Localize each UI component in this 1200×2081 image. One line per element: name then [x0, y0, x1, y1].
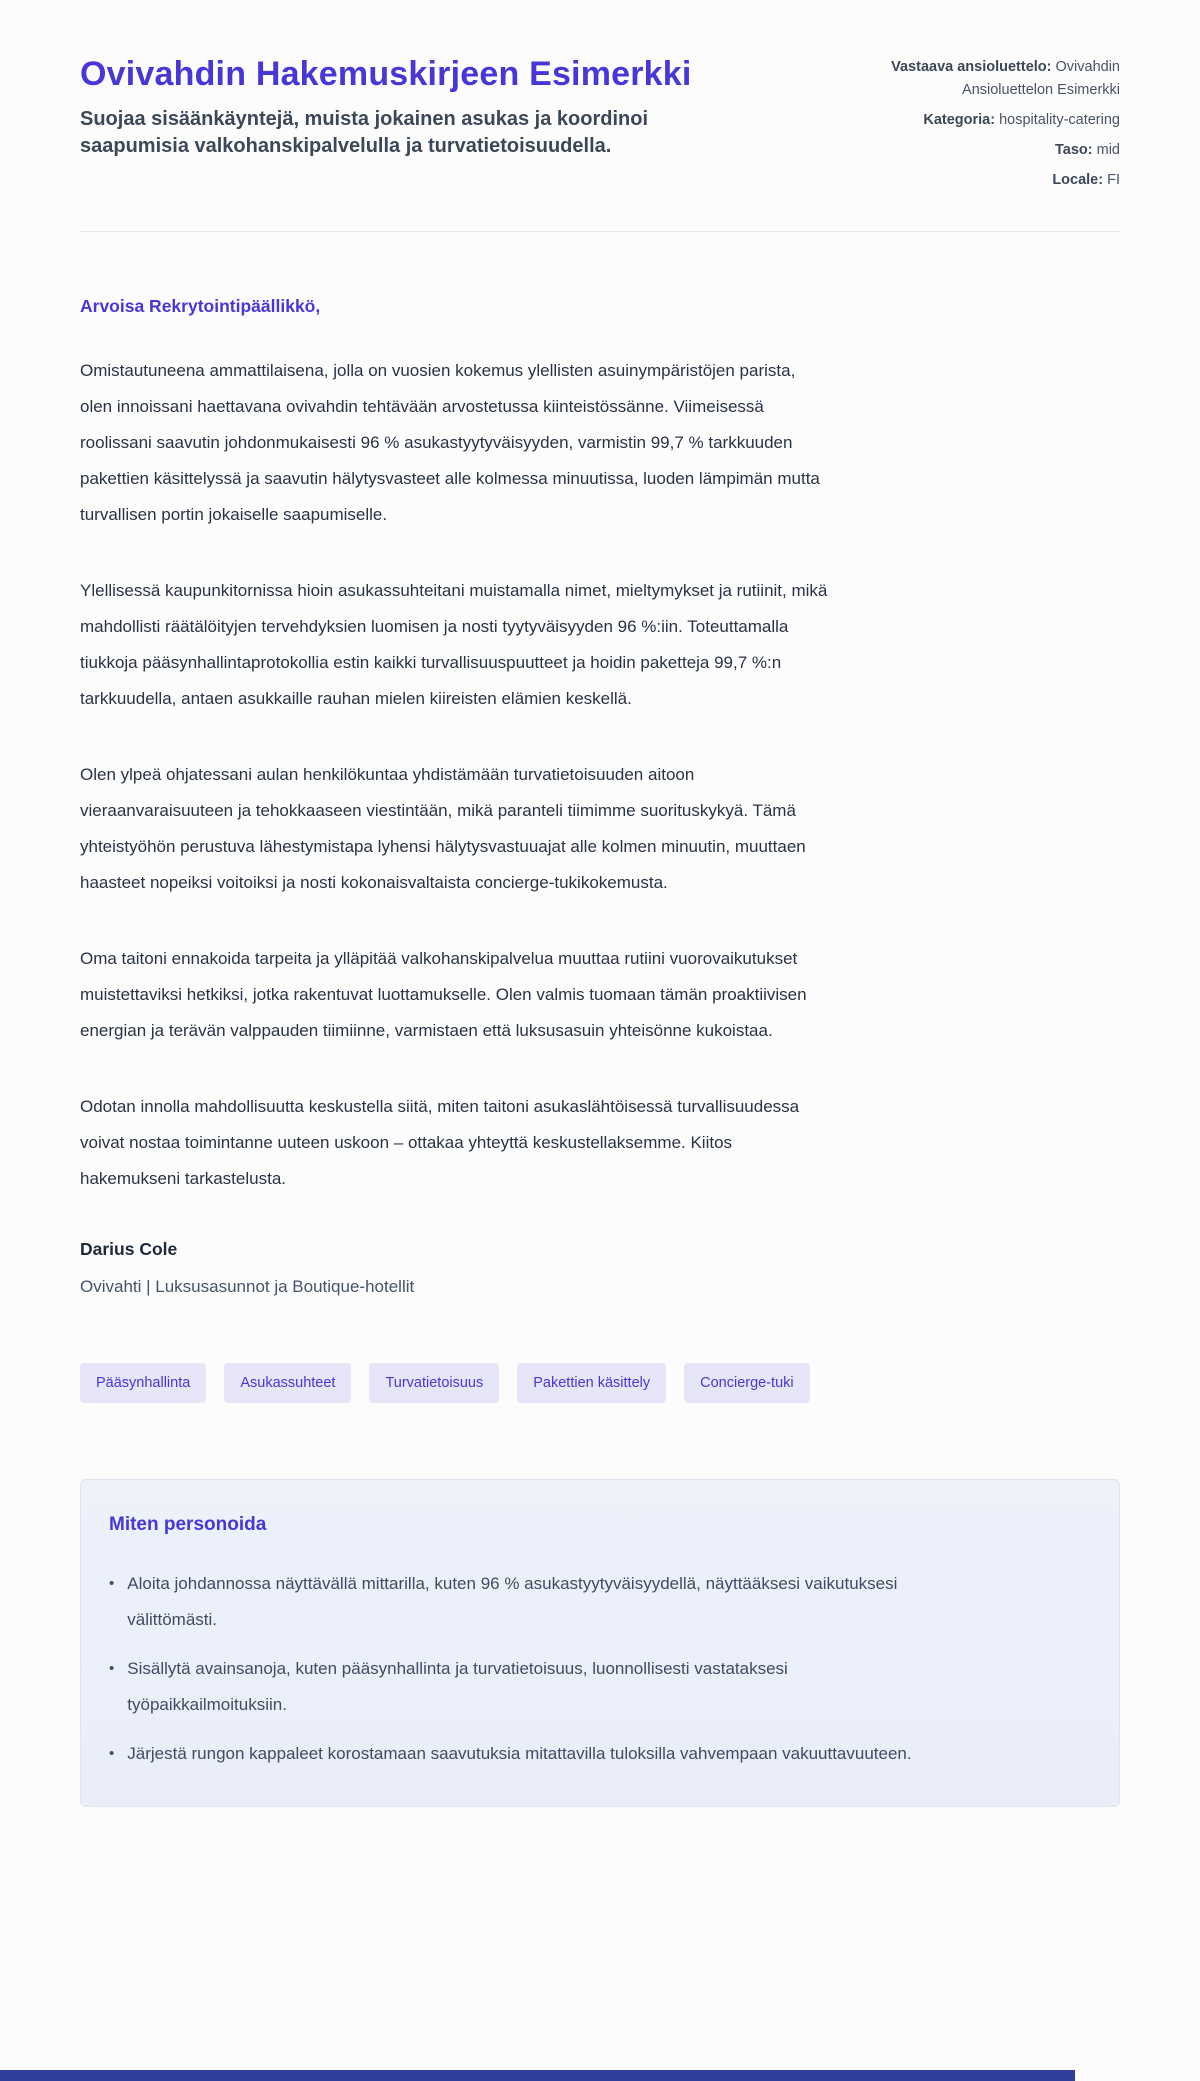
letter-paragraph: Ylellisessä kaupunkitornissa hioin asukassuhteitani muistamalla nimet, mieltymykset ja rutiinit, mikä mahdollisti räätälöityjen tervehdyksien luomisen ja nosti tyytyväisyyden 96 %:iin. Toteuttamalla tiukkoja pääsynhallintaprotokollia estin kaikki turvallisuuspuutteet ja hoidin paketteja 99,7 %:n tarkkuudella, antaen asukkaille rauhan mielen kiireisten elämien keskellä.: [80, 580, 828, 708]
meta-label: Locale:: [1052, 171, 1104, 188]
meta-label: Taso:: [1054, 141, 1093, 158]
tips-item-text: Aloita johdannossa näyttävällä mittarilla, kuten 96 % asukastyytyväisyydellä, näyttääksesi vaikutuksesi välittömästi.: [127, 1574, 898, 1630]
tips-item: [109, 1566, 929, 1638]
meta-panel: [875, 53, 1120, 199]
signature-block: [80, 1239, 1120, 1297]
meta-item-category: [875, 109, 1120, 132]
meta-value: FI: [1107, 171, 1120, 188]
tips-list: [109, 1566, 1091, 1772]
meta-label: Vastaava ansioluettelo:: [891, 59, 1052, 75]
meta-value: mid: [1096, 141, 1120, 158]
meta-item-locale: [875, 169, 1120, 192]
letter-paragraph: Omistautuneena ammattilaisena, jolla on vuosien kokemus ylellisten asuinympäristöjen parista, olen innoissani haettavana ovivahdin tehtävään arvostetussa kiinteistössänne. Viimeisessä roolissani saavutin johdonmukaisesti 96 % asukastyytyväisyyden, varmistin 99,7 % tarkkuuden pakettien käsittelyssä ja saavutin hälytysvasteet alle kolmessa minuutissa, luoden lämpimän mutta turvallisen portin jokaiselle saapumiselle.: [80, 360, 820, 524]
meta-label: Kategoria:: [923, 111, 996, 128]
letter-paragraph: Odotan innolla mahdollisuutta keskustella siitä, miten taitoni asukaslähtöisessä turvallisuudessa voivat nostaa toimintanne uuteen uskoon – ottakaa yhteyttä keskustellaksemme. Kiitos hakemukseni tarkastelusta.: [80, 1096, 800, 1188]
signature-role: Ovivahti | Luksusasunnot ja Boutique-hotellit: [80, 1276, 415, 1296]
meta-item-level: [875, 139, 1120, 162]
tips-box: [80, 1479, 1120, 1807]
letter-paragraph: Olen ylpeä ohjatessani aulan henkilökuntaa yhdistämään turvatietoisuuden aitoon vieraanvaraisuuteen ja tehokkaaseen viestintään, mikä paranteli tiimimme suorituskykyä. Tämä yhteistyöhön perustuva lähestymistapa lyhensi hälytysvastuuajat alle kolmen minuutin, muuttaen haasteet nopeiksi voitoiksi ja nosti kokonaisvaltaista concierge-tukikokemusta.: [80, 764, 806, 892]
page: [80, 0, 1120, 1807]
signature-name: Darius Cole: [80, 1238, 178, 1259]
tips-item-text: Sisällytä avainsanoja, kuten pääsynhallinta ja turvatietoisuus, luonnollisesti vastataksesi työpaikkailmoituksiin.: [127, 1659, 788, 1715]
header-text-block: [80, 53, 692, 199]
tips-item: [109, 1651, 929, 1723]
bullet-icon: •: [109, 1660, 115, 1678]
header: [80, 53, 1120, 199]
cover-letter-body: [80, 296, 1120, 1297]
tag-chip-paasynhallinta[interactable]: Pääsynhallinta: [80, 1363, 206, 1404]
tag-list: [80, 1363, 1120, 1404]
meta-item-matching-resume: [875, 56, 1120, 102]
tag-chip-turvatietoisuus[interactable]: Turvatietoisuus: [369, 1363, 499, 1404]
header-divider: [80, 231, 1120, 232]
meta-value: hospitality-catering: [999, 111, 1120, 128]
letter-greeting: Arvoisa Rekrytointipäällikkö,: [80, 295, 321, 316]
tag-chip-pakettien-kasittely[interactable]: Pakettien käsittely: [517, 1363, 666, 1404]
page-subtitle: Suojaa sisäänkäyntejä, muista jokainen asukas ja koordinoi saapumisia valkohanskipalvelulla ja turvatietoisuudella.: [80, 107, 648, 157]
letter-paragraph: Oma taitoni ennakoida tarpeita ja ylläpitää valkohanskipalvelua muuttaa rutiini vuorovaikutukset muistettaviksi hetkiksi, jotka rakentuvat luottamukselle. Olen valmis tuomaan tämän proaktiivisen energian ja terävän valppauden tiimiinne, varmistaen että luksusasuin yhteisönne kukoistaa.: [80, 948, 807, 1040]
tips-heading: Miten personoida: [109, 1514, 267, 1536]
footer-bar: [0, 2070, 1075, 2081]
page-title: Ovivahdin Hakemuskirjeen Esimerkki: [80, 55, 692, 93]
bullet-icon: •: [109, 1575, 115, 1593]
tag-chip-concierge-tuki[interactable]: Concierge-tuki: [684, 1363, 810, 1404]
tips-item-text: Järjestä rungon kappaleet korostamaan saavutuksia mitattavilla tuloksilla vahvempaan vakuuttavuuteen.: [127, 1744, 912, 1764]
meta-value: Ovivahdin Ansioluettelon Esimerkki: [962, 59, 1120, 98]
tag-chip-asukassuhteet[interactable]: Asukassuhteet: [224, 1363, 351, 1404]
tips-item: [109, 1736, 929, 1772]
bullet-icon: •: [109, 1745, 115, 1763]
